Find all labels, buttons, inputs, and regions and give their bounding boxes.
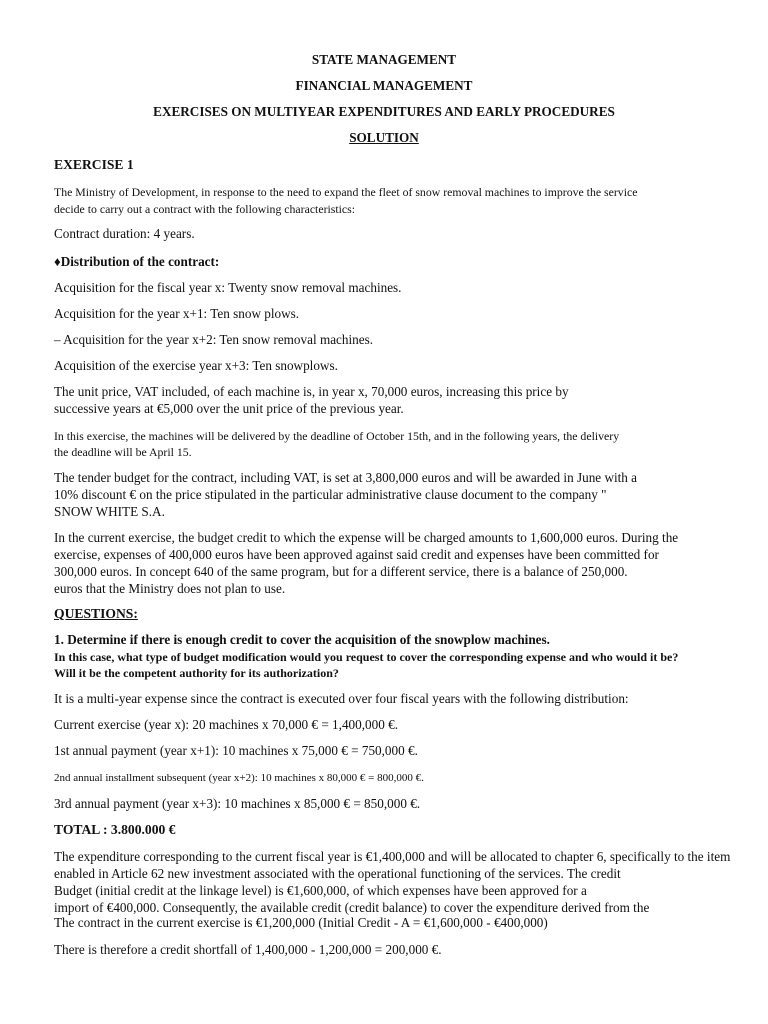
- delivery-line-2: the deadline will be April 15.: [54, 445, 192, 459]
- distribution-heading: ♦Distribution of the contract:: [54, 254, 220, 269]
- tender-line-1: The tender budget for the contract, including VAT, is set at 3,800,000 euros and will be awarded in June with a: [54, 470, 638, 485]
- exercise-title: EXERCISE 1: [54, 157, 134, 172]
- explanation-line-5: The contract in the current exercise is €1,200,000 (Initial Credit - A = €1,600,000 - €400,000): [54, 915, 548, 930]
- question-1-sub-line-2: Will it be the competent authority for its authorization?: [54, 666, 339, 680]
- payment-item: 3rd annual payment (year x+3): 10 machines x 85,000 € = 850,000 €.: [54, 796, 421, 811]
- distribution-item: Acquisition of the exercise year x+3: Ten snowplows.: [54, 358, 338, 373]
- questions-title: QUESTIONS:: [54, 606, 138, 621]
- distribution-item: Acquisition for the fiscal year x: Twenty snow removal machines.: [54, 280, 402, 295]
- credit-line-1: In the current exercise, the budget credit to which the expense will be charged amounts to 1,600,000 euros. During the: [54, 530, 679, 545]
- header-title-financial-management: FINANCIAL MANAGEMENT: [295, 78, 473, 93]
- payment-item: 1st annual payment (year x+1): 10 machines x 75,000 € = 750,000 €.: [54, 743, 418, 758]
- explanation-line-4: import of €400,000. Consequently, the available credit (credit balance) to cover the expenditure derived from the: [54, 900, 650, 915]
- payment-item: Current exercise (year x): 20 machines x 70,000 € = 1,400,000 €.: [54, 717, 398, 732]
- credit-line-3: 300,000 euros. In concept 640 of the same program, but for a different service, there is a balance of 250,000.: [54, 564, 628, 579]
- header-title-exercises: EXERCISES ON MULTIYEAR EXPENDITURES AND EARLY PROCEDURES: [153, 104, 615, 119]
- intro-line-1: The Ministry of Development, in response to the need to expand the fleet of snow removal machines to improve the service: [54, 185, 638, 199]
- question-1-main: 1. Determine if there is enough credit to cover the acquisition of the snowplow machines.: [54, 632, 550, 647]
- tender-line-3: SNOW WHITE S.A.: [54, 504, 165, 519]
- contract-duration: Contract duration: 4 years.: [54, 226, 195, 241]
- credit-line-4: euros that the Ministry does not plan to use.: [54, 581, 286, 596]
- credit-line-2: exercise, expenses of 400,000 euros have been approved against said credit and expenses have been committed for: [54, 547, 659, 562]
- tender-line-2: 10% discount € on the price stipulated in the particular administrative clause document to the company ": [54, 487, 607, 502]
- distribution-item: – Acquisition for the year x+2: Ten snow removal machines.: [54, 332, 374, 347]
- delivery-line-1: In this exercise, the machines will be delivered by the deadline of October 15th, and in the following years, the delivery: [54, 429, 620, 443]
- explanation-line-1: The expenditure corresponding to the current fiscal year is €1,400,000 and will be allocated to chapter 6, specifically to the item: [54, 849, 731, 864]
- explanation-line-2: enabled in Article 62 new investment associated with the operational functioning of the services. The credit: [54, 866, 621, 881]
- unit-price-line-1: The unit price, VAT included, of each machine is, in year x, 70,000 euros, increasing this price by: [54, 384, 569, 399]
- shortfall-conclusion: There is therefore a credit shortfall of 1,400,000 - 1,200,000 = 200,000 €.: [54, 942, 442, 957]
- intro-line-2: decide to carry out a contract with the following characteristics:: [54, 202, 356, 216]
- header-title-solution: SOLUTION: [349, 130, 419, 145]
- explanation-line-3: Budget (initial credit at the linkage level) is €1,600,000, of which expenses have been approved for a: [54, 883, 587, 898]
- header-title-state-management: STATE MANAGEMENT: [311, 52, 457, 67]
- answer-intro: It is a multi-year expense since the contract is executed over four fiscal years with the following distribution:: [54, 691, 629, 706]
- distribution-item: Acquisition for the year x+1: Ten snow plows.: [54, 306, 300, 321]
- payment-item: 2nd annual installment subsequent (year x+2): 10 machines x 80,000 € = 800,000 €.: [54, 772, 424, 784]
- question-1-sub-line-1: In this case, what type of budget modification would you request to cover the corresponding expense and who would it be?: [54, 650, 679, 664]
- total-amount: TOTAL : 3.800.000 €: [54, 822, 176, 837]
- unit-price-line-2: successive years at €5,000 over the unit price of the previous year.: [54, 401, 404, 416]
